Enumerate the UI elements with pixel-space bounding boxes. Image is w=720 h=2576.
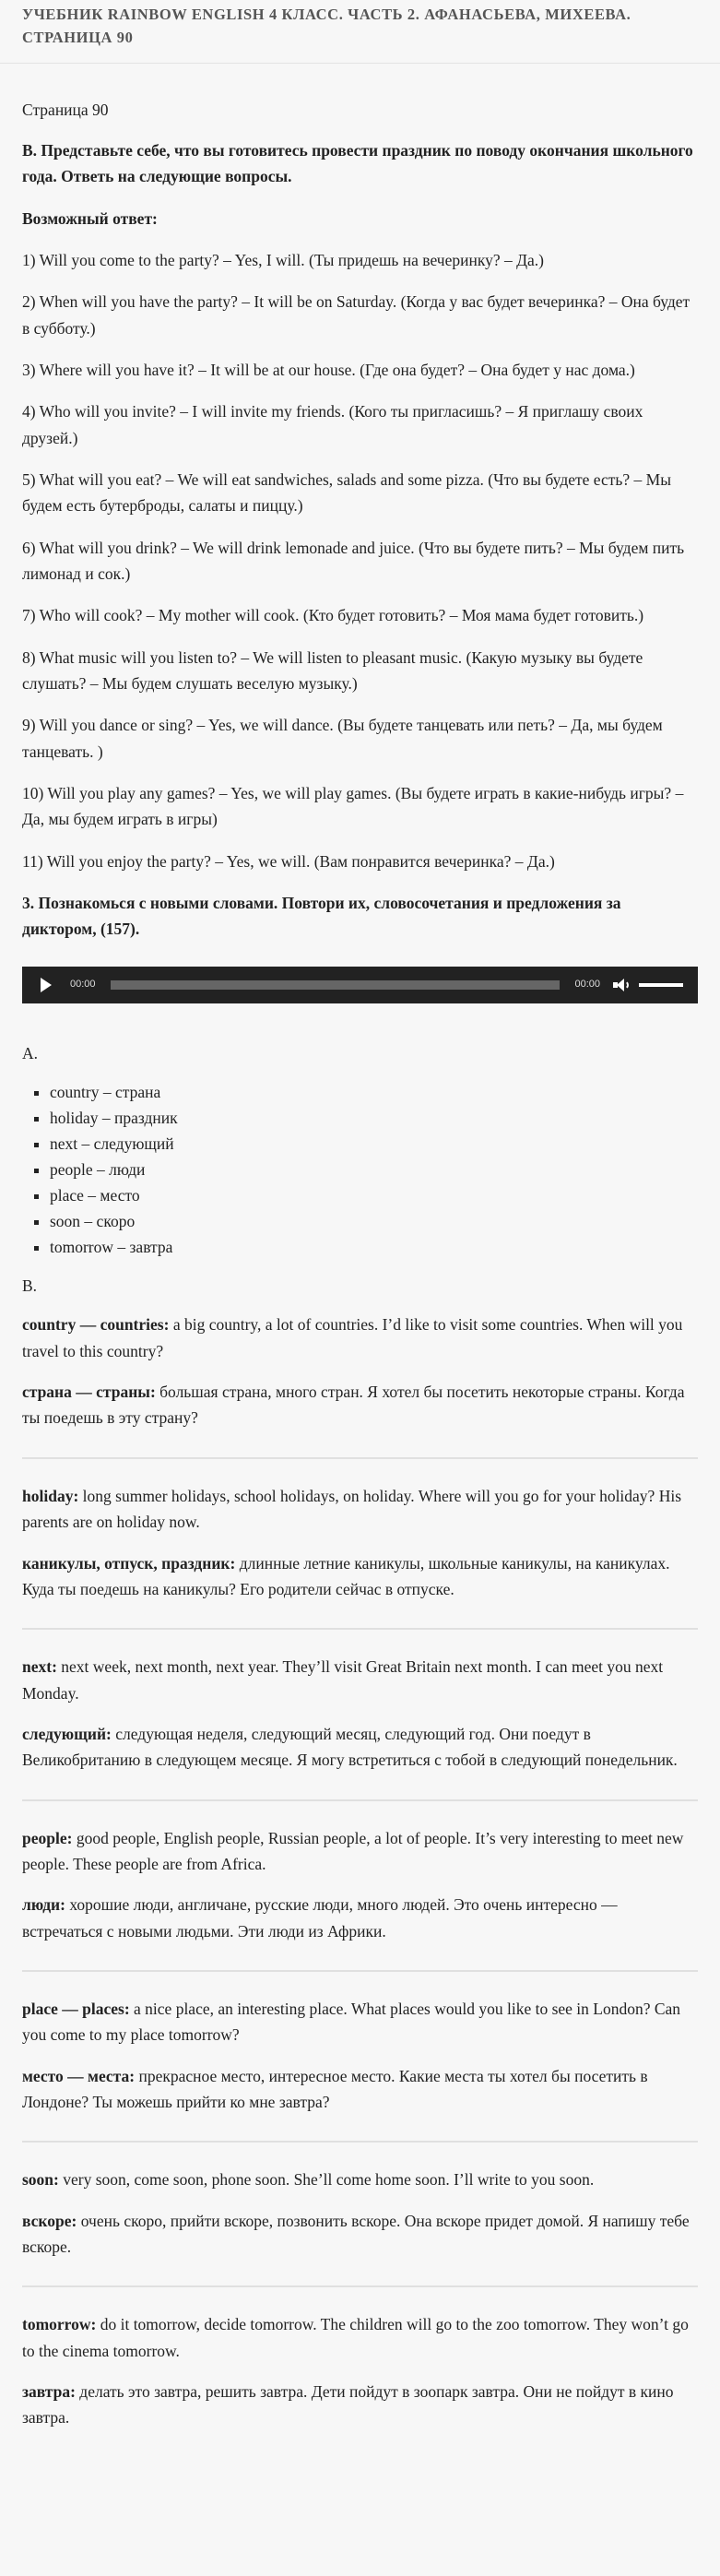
divider [22, 1628, 698, 1630]
page-title: УЧЕБНИК RAINBOW ENGLISH 4 КЛАСС. ЧАСТЬ 2. АФАНАСЬЕВА, МИХЕЕВА. СТРАНИЦА 90 [22, 6, 631, 46]
answer-item: 2) When will you have the party? – It will be on Saturday. (Когда у вас будет вечеринка? – Она будет в субботу.) [22, 292, 690, 338]
entry-english: soon: very soon, come soon, phone soon. She’ll come home soon. I’ll write to you soon. [22, 2170, 595, 2190]
vocab-item: ▪ country – страна [50, 1079, 698, 1105]
answer-item: 3) Where will you have it? – It will be at our house. (Где она будет? – Она будет у нас дома.) [22, 360, 635, 379]
entry-russian: страна — страны: большая страна, много стран. Я хотел бы посетить некоторые страны. Когда ты поедешь в эту страну? [22, 1383, 685, 1428]
section-b-label: B. [22, 1276, 38, 1296]
answer-item: 6) What will you drink? – We will drink lemonade and juice. (Что вы будете пить? – Мы будем пить лимонад и сок.) [22, 538, 685, 583]
entry-english: holiday: long summer holidays, school holidays, on holiday. Where will you go for your holiday? His parents are on holiday now. [22, 1486, 682, 1532]
audio-player [22, 967, 698, 1003]
vocab-item: ▪ holiday – праздник [50, 1105, 698, 1131]
audio-current-time: 00:00 [70, 978, 96, 990]
vocab-list [22, 1079, 698, 1260]
entry-english: tomorrow: do it tomorrow, decide tomorrow. The children will go to the zoo tomorrow. They won’t go to the cinema tomorrow. [22, 2315, 689, 2360]
entry-russian: каникулы, отпуск, праздник: длинные летние каникулы, школьные каникулы, на каникулах. Куда ты поедешь на каникулы? Его родители сейчас в отпуске. [22, 1553, 670, 1598]
answer-item: 11) Will you enjoy the party? – Yes, we will. (Вам понравится вечеринка? – Да.) [22, 851, 555, 871]
entry-russian: вскоре: очень скоро, прийти вскоре, позвонить вскоре. Она вскоре придет домой. Я напишу тебе вскоре. [22, 2211, 690, 2256]
entry-english: people: good people, English people, Russian people, a lot of people. It’s very interesting to meet new people. These people are from Africa. [22, 1828, 684, 1873]
word-entry-holiday [22, 1483, 698, 1602]
task-b-heading: В. Представьте себе, что вы готовитесь провести праздник по поводу окончания школьного года. Ответь на следующие вопросы. [22, 140, 693, 186]
entry-english: next: next week, next month, next year. They’ll visit Great Britain next month. I can meet you next Monday. [22, 1657, 664, 1703]
vocab-item: ▪ tomorrow – завтра [50, 1234, 698, 1260]
divider [22, 1457, 698, 1459]
audio-seek-bar[interactable] [111, 980, 561, 990]
entry-english: country — countries: a big country, a lot of countries. I’d like to visit some countries. When will you travel to this country? [22, 1315, 683, 1360]
answer-item: 1) Will you come to the party? – Yes, I will. (Ты придешь на вечеринку? – Да.) [22, 250, 545, 269]
divider [22, 2285, 698, 2287]
word-entry-next [22, 1654, 698, 1773]
vocab-item: ▪ soon – скоро [50, 1208, 698, 1234]
volume-slider[interactable] [639, 983, 683, 987]
answer-item: 9) Will you dance or sing? – Yes, we will dance. (Вы будете танцевать или петь? – Да, мы будем танцевать. ) [22, 716, 663, 761]
play-icon[interactable] [41, 978, 52, 992]
answer-item: 5) What will you eat? – We will eat sandwiches, salads and some pizza. (Что вы будете есть? – Мы будем есть бутерброды, салаты и пиццу.) [22, 469, 671, 516]
section-a-label: A. [22, 1043, 39, 1062]
volume-icon[interactable] [613, 978, 630, 992]
task-3-heading: 3. Познакомься с новыми словами. Повтори их, словосочетания и предложения за диктором, (157). [22, 894, 621, 939]
answer-item: 7) Who will cook? – My mother will cook. (Кто будет готовить? – Моя мама будет готовить.) [22, 606, 644, 625]
answer-item: 8) What music will you listen to? – We will listen to pleasant music. (Какую музыку вы будете слушать? – Мы будем слушать веселую музыку.) [22, 647, 643, 693]
answer-item: 10) Will you play any games? – Yes, we will play games. (Вы будете играть в какие-нибудь игры? – Да, мы будем играть в игры) [22, 784, 684, 829]
page-header [0, 0, 720, 64]
entry-russian: завтра: делать это завтра, решить завтра. Дети пойдут в зоопарк завтра. Они не пойдут в кино завтра. [22, 2382, 674, 2428]
word-entry-country [22, 1312, 698, 1430]
vocab-item: ▪ next – следующий [50, 1131, 698, 1157]
answer-label: Возможный ответ: [22, 208, 158, 228]
divider [22, 1970, 698, 1972]
page-number-label: Страница 90 [22, 100, 109, 119]
word-entry-place [22, 1996, 698, 2115]
entry-russian: место — места: прекрасное место, интересное место. Какие места ты хотел бы посетить в Лондоне? Ты можешь прийти ко мне завтра? [22, 2066, 648, 2111]
answer-item: 4) Who will you invite? – I will invite my friends. (Кого ты пригласишь? – Я приглашу своих друзей.) [22, 402, 643, 447]
entry-english: place — places: a nice place, an interesting place. What places would you like to see in London? Can you come to my place tomorrow? [22, 1999, 681, 2045]
word-entry-people [22, 1825, 698, 1944]
vocab-item: ▪ people – люди [50, 1157, 698, 1182]
audio-duration: 00:00 [574, 978, 600, 990]
entry-russian: следующий: следующая неделя, следующий месяц, следующий год. Они поедут в Великобританию в следующем месяце. Я могу встретиться с тобой в следующий понедельник. [22, 1724, 678, 1770]
article-content [0, 64, 720, 2431]
divider [22, 2141, 698, 2143]
vocab-item: ▪ place – место [50, 1182, 698, 1208]
divider [22, 1799, 698, 1801]
word-entry-tomorrow [22, 2311, 698, 2430]
word-entry-soon [22, 2166, 698, 2260]
entry-russian: люди: хорошие люди, англичане, русские люди, много людей. Это очень интересно — встречаться с новыми людьми. Эти люди из Африки. [22, 1895, 618, 1941]
